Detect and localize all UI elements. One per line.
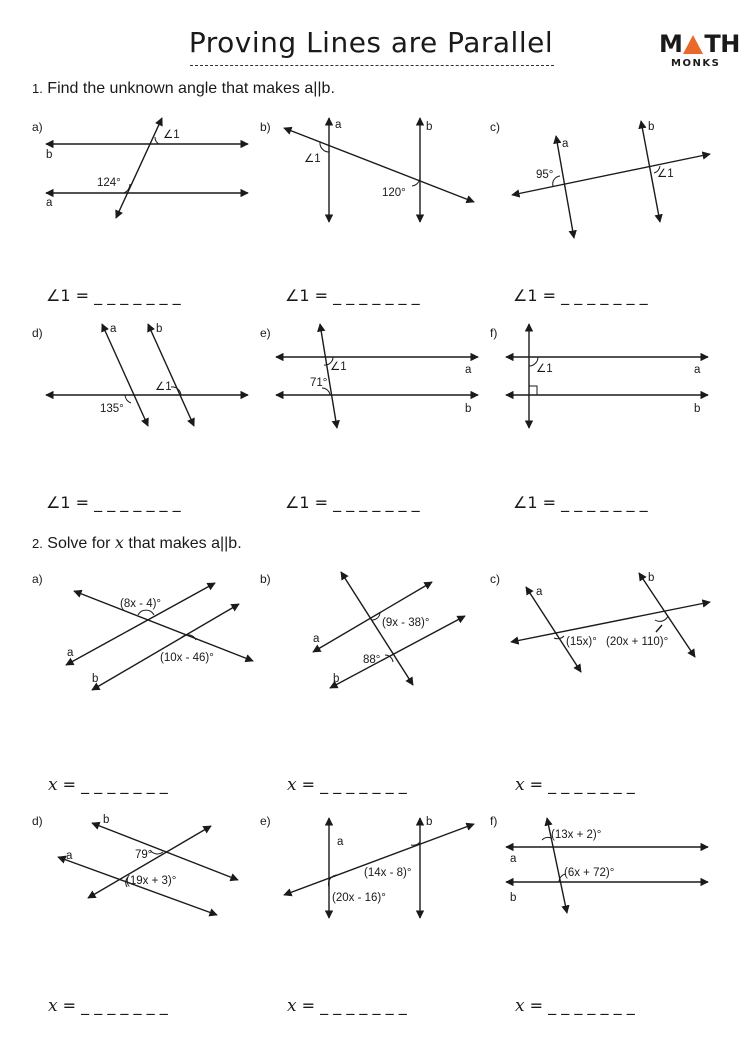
answer-variable: x (48, 775, 58, 795)
angle-arc (655, 616, 668, 621)
line-label-b: b (46, 149, 53, 161)
s2-answer-a[interactable] (48, 775, 168, 795)
line-label-a: a (67, 647, 74, 659)
section2-instruction-pre: Solve for (47, 535, 111, 552)
line-label-a: a (536, 586, 543, 598)
answer-variable: x (48, 996, 58, 1016)
section2-number: 2. (32, 536, 43, 551)
line-b (92, 823, 238, 880)
answer-variable: x (515, 996, 525, 1016)
diagram-2c (511, 572, 710, 672)
line-label-b: b (156, 323, 163, 335)
answer-variable: x (287, 775, 297, 795)
line-label-a: a (46, 197, 53, 209)
s2-part-d-label: d) (32, 814, 43, 828)
angle-label: ∠1 (304, 153, 321, 165)
angle-expression: (19x + 3)° (126, 875, 177, 887)
angle-label: 135° (100, 403, 124, 415)
transversal (284, 824, 474, 895)
angle-label: ∠1 (657, 168, 674, 180)
s1-answer-b[interactable]: ∠1 = _ _ _ _ _ _ _ (285, 286, 420, 305)
transversal (74, 591, 253, 661)
section2-instruction-post: that makes a||b. (128, 535, 242, 552)
line-label-a: a (562, 138, 569, 150)
angle-label: 95° (536, 169, 554, 181)
angle-expression: (9x - 38)° (382, 617, 430, 629)
s1-answer-d[interactable]: ∠1 = _ _ _ _ _ _ _ (46, 493, 181, 512)
section1-number: 1. (32, 81, 43, 96)
angle-expression: (10x - 46)° (160, 652, 214, 664)
line-label-a: a (465, 364, 472, 376)
s2-part-e-label: e) (260, 814, 271, 828)
s1-part-e-label: e) (260, 326, 271, 340)
s2-answer-b[interactable] (287, 775, 407, 795)
line-label-b: b (648, 572, 655, 584)
line-label-a: a (335, 119, 342, 131)
s1-part-c-label: c) (490, 120, 500, 134)
s2-part-b-label: b) (260, 572, 271, 586)
s1-part-b-label: b) (260, 120, 271, 134)
s2-part-c-label: c) (490, 572, 500, 586)
line-label-a: a (66, 850, 73, 862)
s2-answer-c[interactable] (515, 775, 635, 795)
s2-part-a-label: a) (32, 572, 43, 586)
line-label-b: b (92, 673, 99, 685)
angle-label: 88° (363, 654, 381, 666)
answer-blank: = _ _ _ _ _ _ _ (296, 996, 407, 1015)
pointer-arrow (656, 625, 662, 632)
s1-answer-a[interactable]: ∠1 = _ _ _ _ _ _ _ (46, 286, 181, 305)
diagram-2b (313, 572, 465, 688)
angle-label: ∠1 (330, 361, 347, 373)
line-label-b: b (333, 673, 340, 685)
s1-answer-e[interactable]: ∠1 = _ _ _ _ _ _ _ (285, 493, 420, 512)
s2-answer-d[interactable] (48, 996, 168, 1016)
angle-label: 71° (310, 377, 328, 389)
answer-blank: = _ _ _ _ _ _ _ (57, 775, 168, 794)
s1-part-a-label: a) (32, 120, 43, 134)
line-label-a: a (337, 836, 344, 848)
answer-blank: = _ _ _ _ _ _ _ (57, 996, 168, 1015)
angle-arc (138, 610, 154, 615)
s1-part-f-label: f) (490, 326, 498, 340)
angle-label: 79° (135, 849, 153, 861)
answer-variable: x (287, 996, 297, 1016)
line-label-a: a (694, 364, 701, 376)
logo-subtitle: MONKS (671, 58, 721, 69)
s2-answer-e[interactable] (287, 996, 407, 1016)
line-label-a: a (313, 633, 320, 645)
angle-expression: (15x)° (566, 636, 597, 648)
angle-label: 124° (97, 177, 121, 189)
angle-expression: (20x + 110)° (606, 636, 669, 648)
section2-variable: x (114, 533, 124, 552)
section1-instruction: Find the unknown angle that makes a||b. (47, 80, 335, 97)
answer-blank: = _ _ _ _ _ _ _ (524, 775, 635, 794)
logo-letters-th: TH (704, 30, 740, 58)
s1-answer-f[interactable]: ∠1 = _ _ _ _ _ _ _ (513, 493, 648, 512)
line-label-a: a (510, 853, 517, 865)
angle-expression: (8x - 4)° (120, 598, 162, 610)
angle-label: ∠1 (155, 381, 172, 393)
line-label-a: a (110, 323, 117, 335)
page-title: Proving Lines are Parallel (188, 26, 554, 59)
answer-blank: = _ _ _ _ _ _ _ (296, 775, 407, 794)
diagram-2d (58, 814, 238, 915)
line-label-b: b (426, 816, 433, 828)
s2-answer-f[interactable] (515, 996, 635, 1016)
diagram-2a (66, 583, 253, 690)
s1-answer-c[interactable]: ∠1 = _ _ _ _ _ _ _ (513, 286, 648, 305)
answer-blank: = _ _ _ _ _ _ _ (524, 996, 635, 1015)
answer-variable: x (515, 775, 525, 795)
line-label-b: b (694, 403, 701, 415)
diagram-2e (284, 816, 474, 918)
angle-expression: (20x - 16)° (332, 892, 386, 904)
line-label-b: b (510, 892, 517, 904)
diagram-2f (506, 818, 708, 913)
line-label-b: b (103, 814, 110, 826)
line-label-b: b (465, 403, 472, 415)
line-label-b: b (648, 121, 655, 133)
s2-part-f-label: f) (490, 814, 498, 828)
angle-arc (542, 837, 551, 840)
angle-expression: (13x + 2)° (551, 829, 602, 841)
angle-label: ∠1 (536, 363, 553, 375)
logo-letter-m: M (659, 30, 683, 58)
line-label-b: b (426, 121, 433, 133)
angle-label: ∠1 (163, 129, 180, 141)
angle-expression: (14x - 8)° (364, 867, 412, 879)
angle-label: 120° (382, 187, 406, 199)
angle-expression: (6x + 72)° (564, 867, 615, 879)
s1-part-d-label: d) (32, 326, 43, 340)
